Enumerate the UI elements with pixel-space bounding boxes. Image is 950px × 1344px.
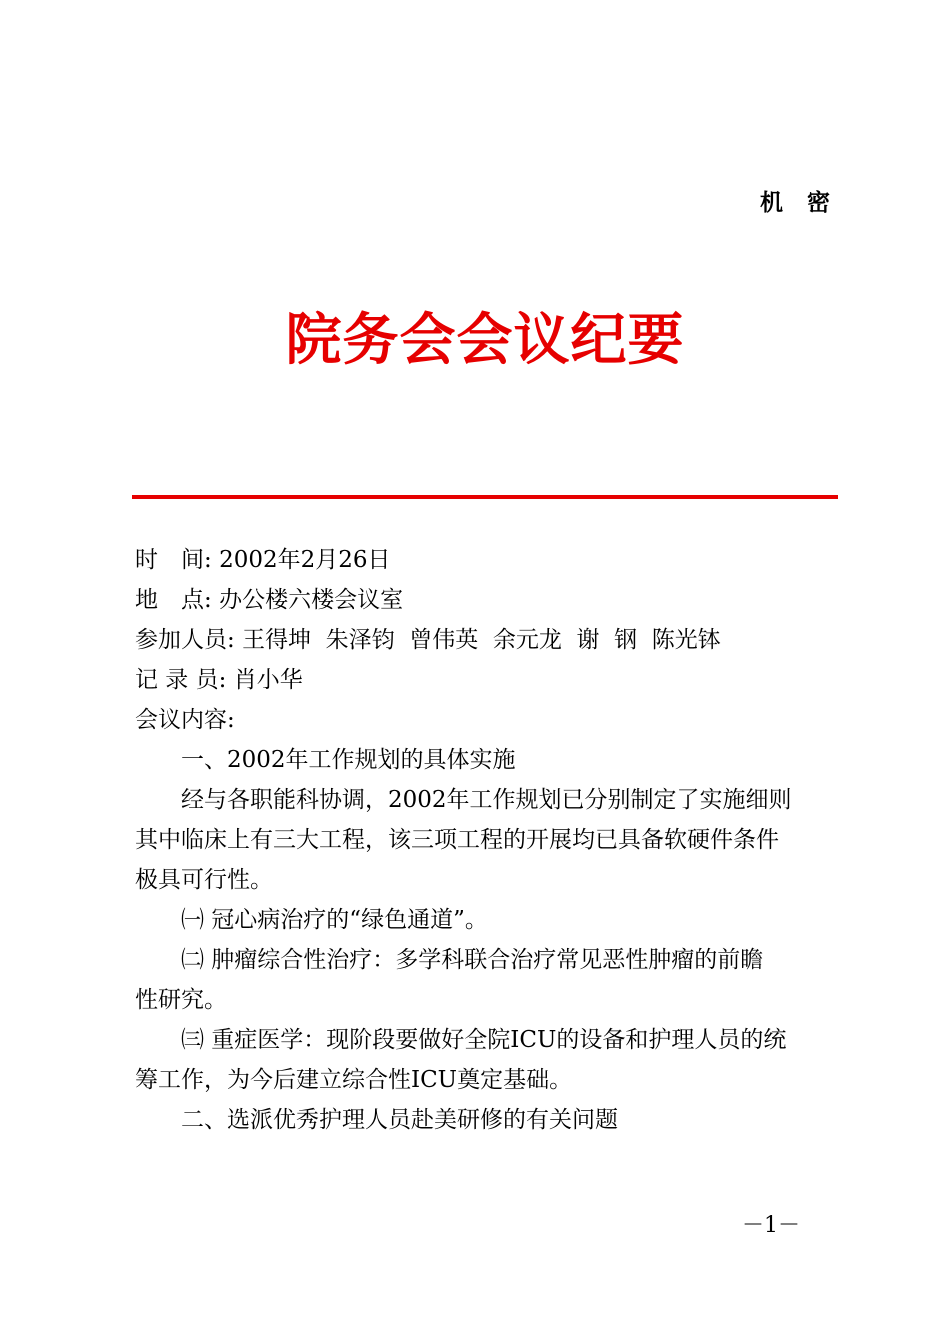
page-number: －1－: [742, 1213, 800, 1238]
place-label: 地 点:: [135, 587, 212, 613]
paragraph1-line3: 极具可行性。: [135, 867, 273, 893]
content-label: 会议内容:: [135, 707, 235, 733]
time-label: 时 间:: [135, 547, 212, 573]
paragraph1-line1: 经与各职能科协调，2002年工作规划已分别制定了实施细则: [181, 787, 792, 813]
document-title: 院务会会议纪要: [285, 308, 685, 373]
section1-heading: 一、2002年工作规划的具体实施: [181, 747, 516, 773]
time-row: [135, 540, 850, 580]
classification-mark: 机密: [760, 190, 854, 216]
list-item-3-line1: ㈢ 重症医学：现阶段要做好全院ICU的设备和护理人员的统: [181, 1027, 787, 1053]
list-item-1: ㈠ 冠心病治疗的“绿色通道”。: [181, 907, 488, 933]
recorder-row: [135, 660, 850, 700]
attendees-label: 参加人员:: [135, 627, 235, 653]
recorder-label: 记 录 员:: [135, 667, 227, 693]
attendees-row: [135, 620, 850, 660]
place-value: 办公楼六楼会议室: [219, 587, 404, 613]
section2-heading: 二、选派优秀护理人员赴美研修的有关问题: [181, 1107, 618, 1133]
list-item-3-line2: 筹工作，为今后建立综合性ICU奠定基础。: [135, 1067, 573, 1093]
list-item-2-line2: 性研究。: [135, 987, 227, 1013]
paragraph1-line2: 其中临床上有三大工程，该三项工程的开展均已具备软硬件条件: [135, 827, 779, 853]
time-value: 2002年2月26日: [219, 547, 391, 573]
document-body: [135, 540, 850, 1140]
recorder-value: 肖小华: [233, 667, 303, 693]
list-item-2-line1: ㈡ 肿瘤综合性治疗：多学科联合治疗常见恶性肿瘤的前瞻: [181, 947, 764, 973]
attendees-value: 王得坤 朱泽钧 曾伟英 余元龙 谢 钢 陈光钵: [242, 627, 721, 653]
place-row: [135, 580, 850, 620]
red-divider-line: [132, 495, 838, 499]
